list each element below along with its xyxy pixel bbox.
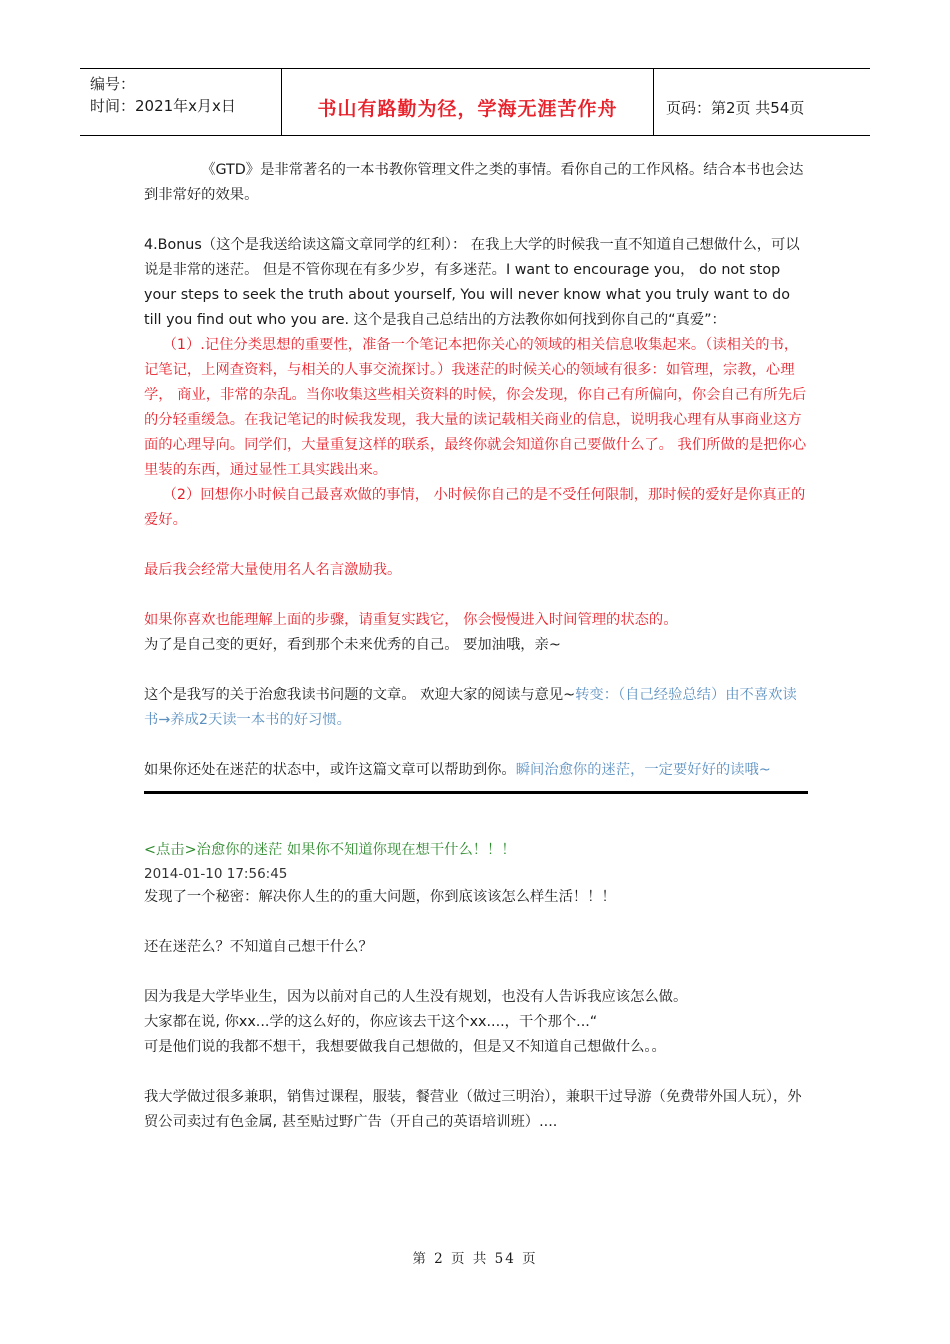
spacer xyxy=(144,1060,808,1085)
paragraph-gtd: 《GTD》是非常著名的一本书教你管理文件之类的事情。看你自己的工作风格。结合本书也会达到非常好的效果。 xyxy=(144,162,804,203)
paragraph-lost xyxy=(144,758,808,783)
post-paragraph-3-line-2: 大家都在说, 你xx...学的这么好的，你应该去干这个xx....，干个那个...“ xyxy=(144,1014,598,1030)
date-line: 时间：2021年x月x日 xyxy=(90,97,236,115)
paragraph-bonus: 4.Bonus（这个是我送给读这篇文章同学的红利）： 在我上大学的时候我一直不知道自己想做什么，可以说是非常的迷茫。 但是不管你现在有多少岁，有多迷茫。I want to encourage you， do not stop your steps to seek the truth about yourself, You will never know what you truly want to do till you find out who you are. 这个是我自己总结出的方法教你如何找到你自己的“真爱”： xyxy=(144,237,800,328)
header-motto-cell xyxy=(282,69,654,135)
spacer xyxy=(144,208,808,233)
post-paragraph-3-line-3: 可是他们说的我都不想干，我想要做我自己想做的，但是又不知道自己想做什么。。 xyxy=(144,1039,666,1055)
post-paragraph-4: 我大学做过很多兼职，销售过课程，服装，餐营业（做过三明治），兼职干过导游（免费带外国人玩），外贸公司卖过有色金属, 甚至贴过野广告（开自己的英语培训班）.... xyxy=(144,1089,802,1130)
paragraph-last: 最后我会经常大量使用名人名言激励我。 xyxy=(144,562,402,578)
post-paragraph-1: 发现了一个秘密：解决你人生的的重大问题，你到底该该怎么样生活！！！ xyxy=(144,889,616,905)
spacer xyxy=(144,733,808,758)
spacer xyxy=(144,910,808,935)
article-link[interactable]: 转变：（自己经验总结）由不喜欢读书→养成2天读一本书的好习惯。 xyxy=(144,687,797,728)
footer-page-number: 第 2 页 共 54 页 xyxy=(412,1251,538,1267)
header-meta-cell xyxy=(80,69,282,135)
paragraph-step-2: （2）回想你小时候自己最喜欢做的事情， 小时候你自己的是不受任何限制，那时候的爱好是你真正的爱好。 xyxy=(144,487,806,528)
paragraph-step-1: （1）.记住分类思想的重要性，准备一个笔记本把你关心的领域的相关信息收集起来。（读相关的书，记笔记，上网查资料，与相关的人事交流探讨。）我迷茫的时候关心的领域有很多：如管理，宗教，心理学， 商业，非常的杂乱。当你收集这些相关资料的时候，你会发现，你自己有所偏向，你会自己有所先后的分轻重缓急。在我记笔记的时候我发现，我大量的读记载相关商业的信息，说明我心理有从事商业这方面的心理导向。同学们，大量重复这样的联系，最终你就会知道你自己要做什么了。 我们所做的是把你心里装的东西，通过显性工具实践出来。 xyxy=(144,337,807,478)
spacer xyxy=(144,658,808,683)
serial-label: 编号： xyxy=(90,75,136,93)
motto-text: 书山有路勤为径，学海无涯苦作舟 xyxy=(317,97,618,120)
post-title-link[interactable]: <点击>治愈你的迷茫 如果你不知道你现在想干什么！！！ xyxy=(144,842,516,858)
spacer xyxy=(144,794,808,838)
header-page-cell xyxy=(654,69,870,135)
paragraph-article xyxy=(144,683,808,733)
spacer xyxy=(144,960,808,985)
article-prefix: 这个是我写的关于治愈我读书问题的文章。 欢迎大家的阅读与意见~ xyxy=(144,687,576,703)
page-footer xyxy=(0,1247,950,1267)
post-paragraph-2: 还在迷茫么？不知道自己想干什么？ xyxy=(144,939,373,955)
spacer xyxy=(144,533,808,558)
paragraph-better: 为了是自己变的更好，看到那个未来优秀的自己。 要加油哦，亲~ xyxy=(144,637,561,653)
post-timestamp: 2014-01-10 17:56:45 xyxy=(144,866,288,882)
lost-prefix: 如果你还处在迷茫的状态中，或许这篇文章可以帮助到你。 xyxy=(144,762,516,778)
spacer xyxy=(144,583,808,608)
paragraph-like: 如果你喜欢也能理解上面的步骤，请重复实践它， 你会慢慢进入时间管理的状态的。 xyxy=(144,612,678,628)
page-info: 页码：第2页 共54页 xyxy=(666,98,805,117)
document-header xyxy=(80,68,870,136)
post-paragraph-3-line-1: 因为我是大学毕业生，因为以前对自己的人生没有规划，也没有人告诉我应该怎么做。 xyxy=(144,989,688,1005)
document-body xyxy=(144,158,808,1135)
lost-link[interactable]: 瞬间治愈你的迷茫，一定要好好的读哦~ xyxy=(515,762,771,778)
